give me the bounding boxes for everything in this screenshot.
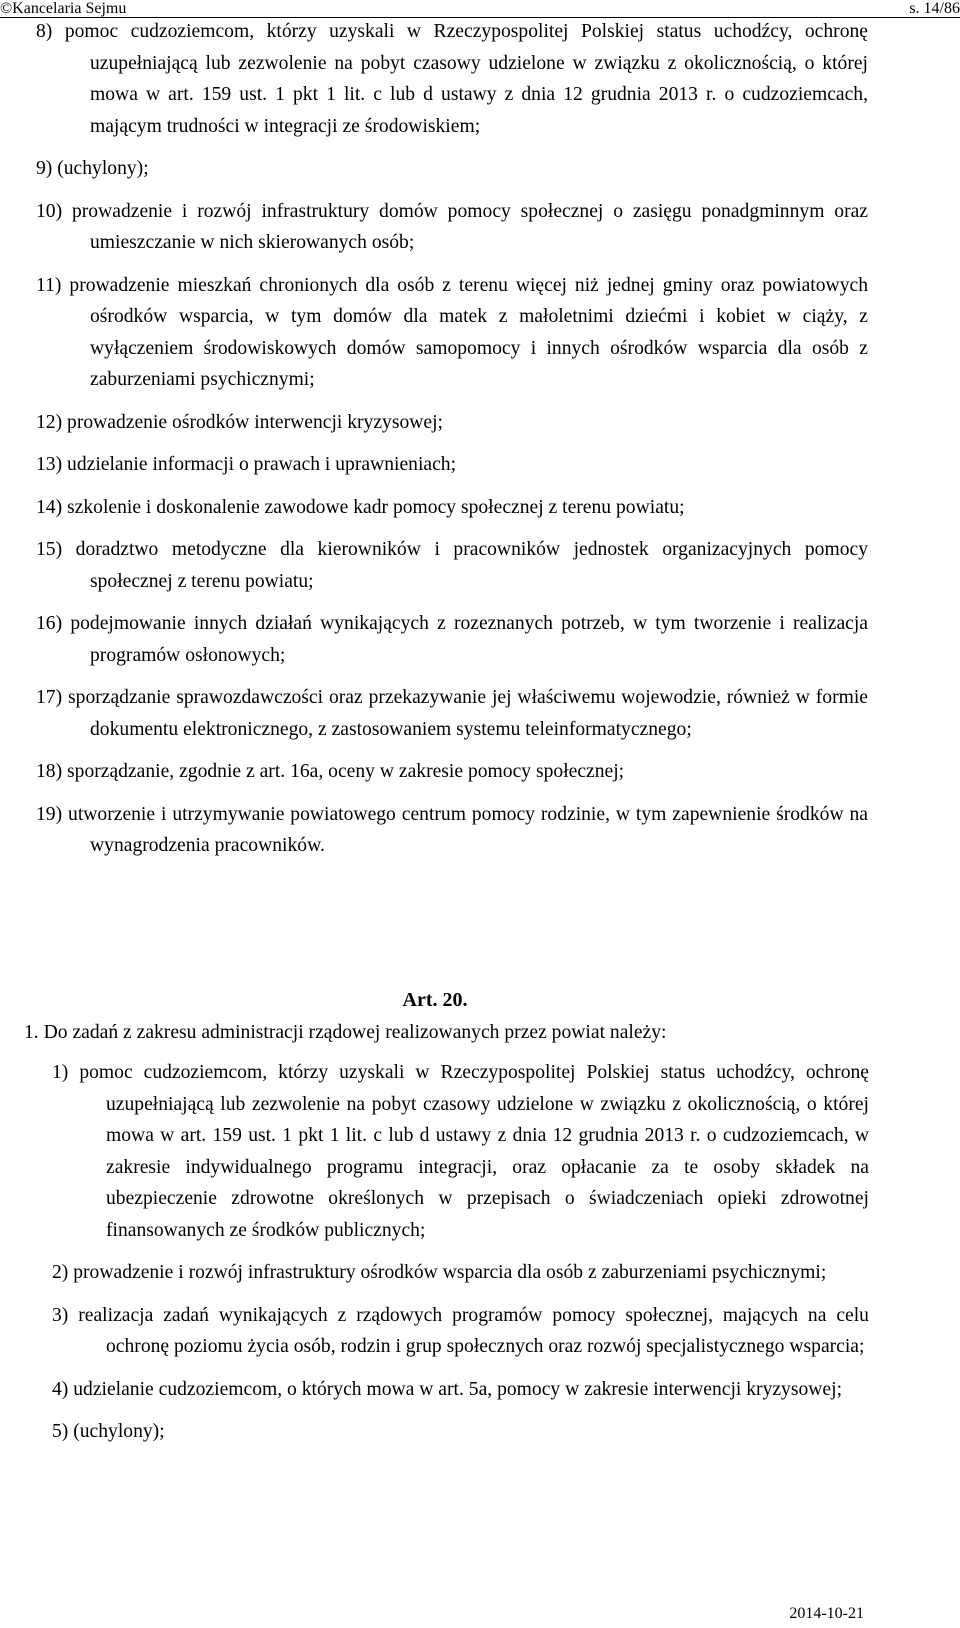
task-list-continued	[36, 16, 868, 873]
list-item	[36, 682, 868, 745]
item-number: 15)	[36, 539, 63, 560]
list-item	[36, 799, 868, 862]
item-number: 9)	[36, 158, 53, 179]
header-page-number: s. 14/86	[909, 0, 960, 17]
item-number: 17)	[36, 687, 63, 708]
item-number: 10)	[36, 200, 63, 222]
item-text: pomoc cudzoziemcom, którzy uzyskali w Rzeczypospolitej Polskiej status uchodźcy, ochronę uzupełniającą lub zezwolenie na pobyt czasowy udzielone w związku z okolicznością, o której mowa w art. 159 ust. 1 pkt 1 lit. c lub d ustawy z dnia 12 grudnia 2013 r. o cudzoziemcach, w zakresie indywidualnego programu integracji, oraz opłacanie za te osoby składek na ubezpieczenie zdrowotne określonych w przepisach o świadczeniach opieki zdrowotnej finansowanych ze środków publicznych;	[79, 1062, 869, 1241]
item-text: sporządzanie sprawozdawczości oraz przekazywanie jej właściwemu wojewodzie, również w formie dokumentu elektronicznego, z zastosowaniem systemu teleinformatycznego;	[68, 687, 869, 740]
item-text: udzielanie informacji o prawach i uprawnieniach;	[67, 454, 457, 475]
item-text: utworzenie i utrzymywanie powiatowego centrum pomocy rodzinie, w tym zapewnienie środków na wynagrodzenia pracowników.	[68, 803, 868, 856]
item-number: 18)	[36, 761, 63, 782]
item-number: 11)	[36, 274, 62, 296]
item-text: prowadzenie i rozwój infrastruktury ośrodków wsparcia dla osób z zaburzeniami psychicznymi;	[73, 1262, 827, 1283]
item-text: (uchylony);	[73, 1421, 165, 1442]
item-text: prowadzenie mieszkań chronionych dla osób z terenu więcej niż jednej gminy oraz powiatowych ośrodków wsparcia, w tym domów dla matek z małoletnimi dziećmi i kobiet w ciąży, z wyłączeniem środowiskowych domów samopomocy i innych ośrodków wsparcia dla osób z zaburzeniami psychicznymi;	[69, 274, 868, 390]
item-number: 1)	[52, 1062, 69, 1083]
list-item	[36, 196, 868, 259]
item-text: prowadzenie ośrodków interwencji kryzysowej;	[67, 411, 444, 433]
list-item	[52, 1300, 869, 1363]
list-item	[36, 16, 868, 142]
item-number: 13)	[36, 454, 63, 475]
header-source: ©Kancelaria Sejmu	[0, 0, 127, 17]
government-task-list	[52, 1057, 869, 1459]
list-item	[52, 1257, 869, 1289]
item-text: udzielanie cudzoziemcom, o których mowa w art. 5a, pomocy w zakresie interwencji kryzysowej;	[73, 1378, 843, 1400]
item-text: (uchylony);	[57, 158, 149, 179]
list-item	[36, 492, 868, 524]
item-number: 16)	[36, 613, 63, 634]
item-text: szkolenie i doskonalenie zawodowe kadr pomocy społecznej z terenu powiatu;	[67, 496, 685, 518]
list-item	[36, 608, 868, 671]
item-text: podejmowanie innych działań wynikających z rozeznanych potrzeb, w tym tworzenie i realizacja programów osłonowych;	[70, 613, 869, 666]
item-number: 5)	[52, 1421, 69, 1442]
item-text: pomoc cudzoziemcom, którzy uzyskali w Rzeczypospolitej Polskiej status uchodźcy, ochronę uzupełniającą lub zezwolenie na pobyt czasowy udzielone w związku z okolicznością, o której mowa w art. 159 ust. 1 pkt 1 lit. c lub d ustawy z dnia 12 grudnia 2013 r. o cudzoziemcach, mającym trudności w integracji ze środowiskiem;	[64, 21, 868, 137]
item-number: 8)	[36, 21, 53, 42]
item-number: 12)	[36, 411, 63, 433]
list-item	[52, 1416, 869, 1448]
list-item	[52, 1374, 869, 1406]
item-number: 19)	[36, 803, 63, 825]
footer-date: 2014-10-21	[789, 1605, 864, 1622]
item-number: 14)	[36, 496, 63, 518]
item-number: 2)	[52, 1262, 69, 1283]
list-item	[36, 756, 868, 788]
list-item	[36, 270, 868, 396]
list-item	[36, 534, 868, 597]
item-text: doradztwo metodyczne dla kierowników i pracowników jednostek organizacyjnych pomocy społecznej z terenu powiatu;	[75, 539, 868, 592]
item-text: sporządzanie, zgodnie z art. 16a, oceny w zakresie pomocy społecznej;	[67, 761, 625, 782]
item-number: 4)	[52, 1378, 69, 1400]
article-title: Art. 20.	[402, 989, 468, 1011]
list-item	[52, 1057, 869, 1246]
item-text: prowadzenie i rozwój infrastruktury domów pomocy społecznej o zasięgu ponadgminnym oraz umieszczanie w nich skierowanych osób;	[71, 200, 868, 253]
list-item	[36, 153, 868, 185]
item-number: 3)	[52, 1304, 69, 1326]
list-item	[36, 449, 868, 481]
item-text: realizacja zadań wynikających z rządowych programów pomocy społecznej, mających na celu ochronę poziomu życia osób, rodzin i grup społecznych oraz rozwój specjalistycznego wsparcia;	[78, 1304, 869, 1357]
list-item	[36, 407, 868, 439]
article-paragraph: 1. Do zadań z zakresu administracji rządowej realizowanych przez powiat należy:	[24, 1022, 667, 1043]
